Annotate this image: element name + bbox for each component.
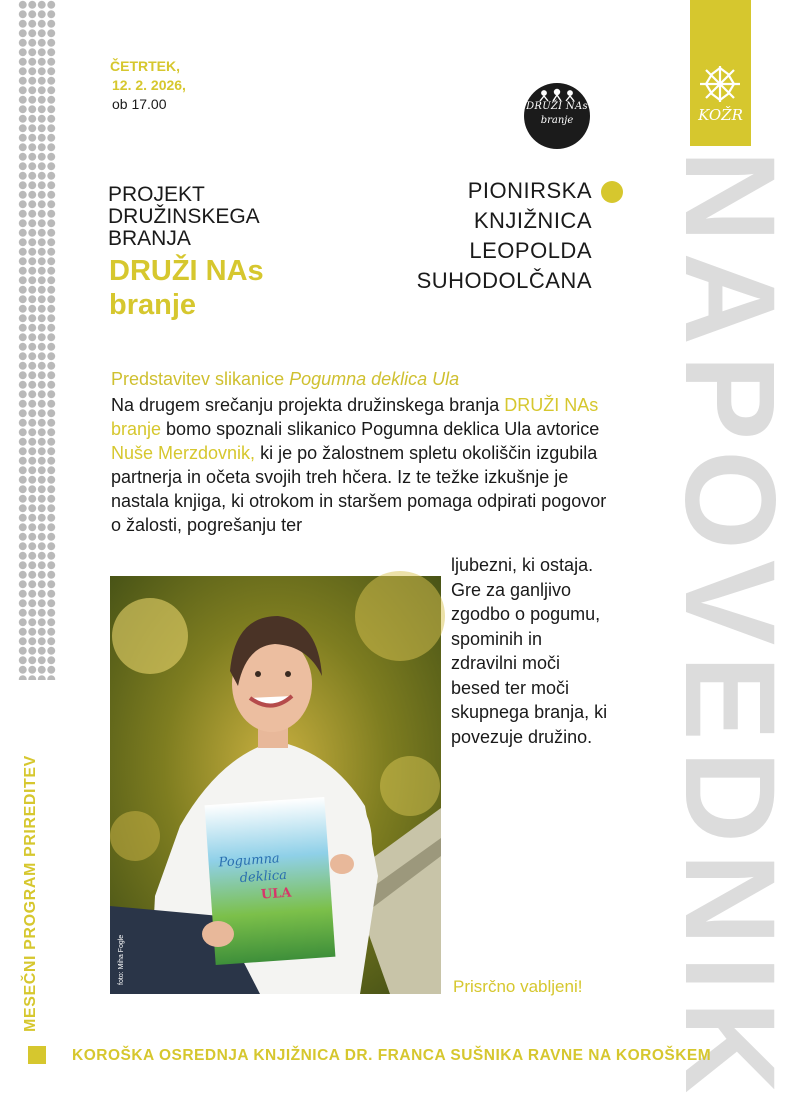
napovednik-watermark: NAPOVEDNIK [658, 150, 801, 1103]
venue-line2: KNJIŽNICA [473, 208, 592, 233]
ornament-icon [698, 64, 743, 104]
desc-highlight-author: Nuše Merzdovnik, [111, 443, 256, 463]
project-line1: PROJEKT [108, 183, 205, 206]
description-continuation: ljubezni, ki ostaja. Gre za ganljivo zgodbo o pogumu, spominih in zdravilni moči besed ter moči skupnega branja, ki povezuje družino. [451, 555, 608, 747]
book-title-1: Pogumna [218, 851, 281, 871]
venue-line4: SUHODOLČANA [416, 268, 592, 293]
desc-text-1: Na drugem srečanju projekta družinskega branja [111, 395, 505, 415]
invitation-text: Prisrčno vabljeni! [453, 977, 583, 996]
event-time: ob 17.00 [112, 96, 167, 112]
logo-text: KOŽR [698, 106, 743, 124]
druzi-nas-badge [524, 83, 590, 149]
author-photo [110, 576, 441, 994]
description-paragraph [111, 393, 615, 537]
badge-line2: branje [540, 115, 574, 126]
dotted-pattern [18, 0, 56, 680]
badge-line1: DRUŽI NAs [526, 101, 588, 112]
desc-text-2: bomo spoznali slikanico Pogumna deklica Ula avtorice [161, 419, 600, 439]
desc-highlight-project: DRUŽI NAs branje [111, 395, 599, 439]
venue-dot [601, 181, 623, 203]
project-line2: DRUŽINSKEGA [108, 205, 260, 228]
project-line3: BRANJA [108, 227, 191, 250]
desc-text-3: ki je po žalostnem spletu okoliščin izgubila partnerja in očeta svojih treh hčera. Iz te težke izkušnje je nastala knjiga, ki otrokom in staršem pomaga odpirati pogovor o žalosti, pogrešanju ter [111, 443, 607, 535]
photo-credit: foto: Miha Fogle [118, 934, 125, 985]
footer-library-name: KOROŠKA OSREDNJA KNJIŽNICA DR. FRANCA SUŠNIKA RAVNE NA KOROŠKEM [72, 1047, 712, 1064]
accent-square [28, 1046, 46, 1064]
project-title [108, 184, 260, 250]
subtitle-book-title: Pogumna deklica Ula [289, 369, 460, 389]
monthly-program-label: MESEČNI PROGRAM PRIREDITEV [22, 755, 39, 1032]
project-brand [109, 254, 264, 322]
brand-line1: DRUŽI NAs [109, 255, 264, 287]
venue-line3: LEOPOLDA [469, 238, 592, 263]
event-date-value: 12. 2. 2026, [112, 77, 186, 93]
venue-name [417, 176, 592, 296]
event-subtitle [111, 369, 459, 390]
brand-line2: branje [109, 289, 197, 321]
venue-line1: PIONIRSKA [467, 178, 592, 203]
subtitle-prefix: Predstavitev slikanice [111, 369, 290, 389]
event-date [110, 57, 186, 114]
book-title-3: ULA [260, 885, 292, 903]
library-logo [690, 0, 751, 146]
book-title-2: deklica [239, 867, 288, 887]
event-day: ČETRTEK, [110, 58, 180, 74]
